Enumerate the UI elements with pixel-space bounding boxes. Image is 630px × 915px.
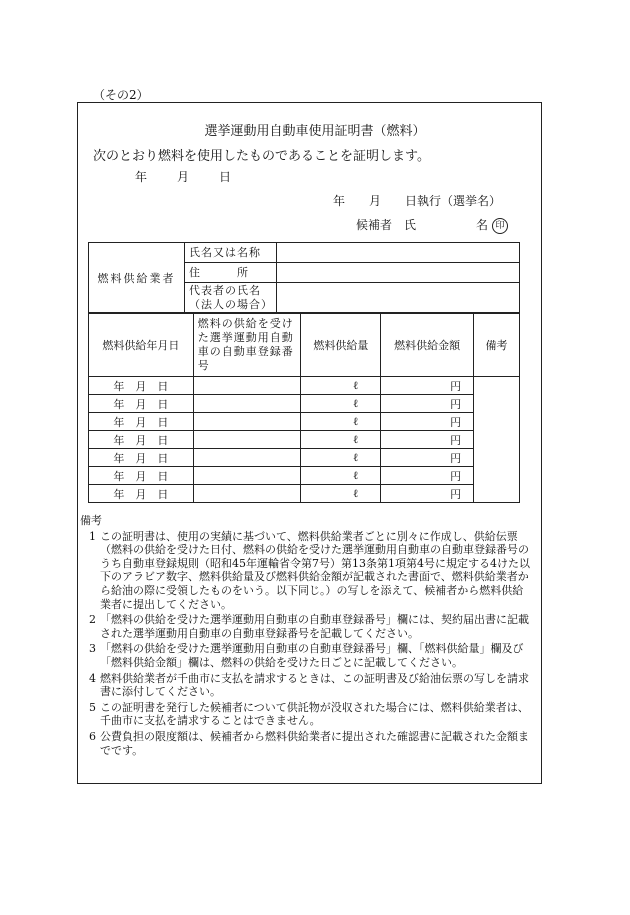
- row-vehicle-field[interactable]: [193, 413, 301, 431]
- row-yen: 円: [381, 485, 474, 503]
- note-number: 2: [89, 613, 96, 627]
- candidate-line: [356, 216, 508, 234]
- row-unit: ℓ: [301, 377, 381, 395]
- supplier-header: 燃料供給業者: [89, 243, 185, 313]
- candidate-label: 候補者 氏 名: [356, 218, 489, 232]
- header-price: 燃料供給金額: [381, 314, 474, 377]
- supplier-representative-label: 代表者の氏名（法人の場合）: [185, 283, 277, 313]
- issue-date-line: [135, 168, 231, 185]
- note-item: [80, 613, 530, 640]
- header-vehicle: 燃料の供給を受けた選挙運動用自動車の自動車登録番号: [193, 314, 301, 377]
- row-vehicle-field[interactable]: [193, 431, 301, 449]
- note-item: [80, 672, 530, 699]
- row-vehicle-field[interactable]: [193, 449, 301, 467]
- note-text: この証明書を発行した候補者について供託物が没収された場合には、燃料供給業者は、千曲市に支払を請求することはできません。: [100, 700, 529, 728]
- row-yen: 円: [381, 449, 474, 467]
- note-number: 1: [89, 529, 96, 543]
- row-unit: ℓ: [301, 485, 381, 503]
- table-row: [89, 467, 520, 485]
- row-date: 年 月 日: [89, 449, 194, 467]
- row-yen: 円: [381, 467, 474, 485]
- row-date: 年 月 日: [89, 431, 194, 449]
- row-vehicle-field[interactable]: [193, 467, 301, 485]
- header-remarks: 備考: [474, 314, 520, 377]
- row-vehicle-field[interactable]: [193, 377, 301, 395]
- row-unit: ℓ: [301, 431, 381, 449]
- note-text: 公費負担の限度額は、候補者から燃料供給業者に提出された確認書に記載された金額までです。: [100, 729, 529, 757]
- note-number: 6: [89, 729, 96, 743]
- note-number: 4: [89, 671, 96, 685]
- supplier-name-field[interactable]: [277, 243, 520, 263]
- note-number: 3: [89, 642, 96, 656]
- note-text: 「燃料の供給を受けた選挙運動用自動車の自動車登録番号」欄、「燃料供給量」欄及び「燃料供給金額」欄は、燃料の供給を受けた日ごとに記載してください。: [100, 642, 524, 669]
- row-vehicle-field[interactable]: [193, 395, 301, 413]
- notes-section: [80, 514, 530, 757]
- note-item: [80, 730, 530, 757]
- intro-text: 次のとおり燃料を使用したものであることを証明します。: [93, 149, 430, 164]
- supplier-table: [88, 242, 520, 313]
- note-text: この証明書は、使用の実績に基づいて、燃料供給業者ごとに別々に作成し、供給伝票（燃料の供給を受けた日付、燃料の供給を受けた選挙運動用自動車の自動車登録番号のうち自動車登録規則（昭和45年運輸省令第7号）第13条第1項第4号に規定する4けた以下のアラビア数字、燃料供給量及び燃料供給金額が記載された書面で、燃料供給業者から給油の際に受領したものをいう。以下同じ。）の写しを添えて、候補者から燃料供給業者に提出してください。: [100, 529, 530, 611]
- note-number: 5: [89, 700, 96, 714]
- year-label: 年: [135, 170, 148, 184]
- table-row: [89, 413, 520, 431]
- row-unit: ℓ: [301, 449, 381, 467]
- header-amount: 燃料供給量: [301, 314, 381, 377]
- table-row: [89, 449, 520, 467]
- row-yen: 円: [381, 377, 474, 395]
- fuel-table: [88, 313, 520, 503]
- supplier-name-label: 氏名又は名称: [185, 243, 277, 263]
- row-date: 年 月 日: [89, 467, 194, 485]
- note-text: 燃料供給業者が千曲市に支払を請求するときは、この証明書及び給油伝票の写しを請求書に添付してください。: [100, 671, 529, 699]
- row-date: 年 月 日: [89, 395, 194, 413]
- row-unit: ℓ: [301, 413, 381, 431]
- supplier-address-field[interactable]: [277, 263, 520, 283]
- supplier-representative-field[interactable]: [277, 283, 520, 313]
- row-yen: 円: [381, 395, 474, 413]
- row-unit: ℓ: [301, 395, 381, 413]
- note-text: 「燃料の供給を受けた選挙運動用自動車の自動車登録番号」欄には、契約届出書に記載された選挙運動用自動車の自動車登録番号を記載してください。: [100, 613, 529, 640]
- notes-heading: 備考: [80, 514, 102, 527]
- row-date: 年 月 日: [89, 485, 194, 503]
- note-item: [80, 642, 530, 669]
- table-row: [89, 485, 520, 503]
- form-number-label: （その2）: [93, 88, 149, 102]
- header-date: 燃料供給年月日: [89, 314, 194, 377]
- row-yen: 円: [381, 413, 474, 431]
- note-item: [80, 530, 530, 612]
- table-row: [89, 431, 520, 449]
- note-item: [80, 701, 530, 728]
- row-yen: 円: [381, 431, 474, 449]
- table-row: [89, 377, 520, 395]
- row-date: 年 月 日: [89, 377, 194, 395]
- remarks-field[interactable]: [474, 377, 520, 503]
- row-date: 年 月 日: [89, 413, 194, 431]
- row-unit: ℓ: [301, 467, 381, 485]
- seal-icon: 印: [492, 218, 508, 234]
- month-label: 月: [177, 170, 190, 184]
- table-row: [89, 395, 520, 413]
- election-date-line: 年 月 日執行（選挙名）: [333, 194, 502, 208]
- document-title: 選挙運動用自動車使用証明書（燃料）: [204, 124, 426, 139]
- row-vehicle-field[interactable]: [193, 485, 301, 503]
- supplier-address-label: 住 所: [185, 263, 277, 283]
- day-label: 日: [219, 170, 232, 184]
